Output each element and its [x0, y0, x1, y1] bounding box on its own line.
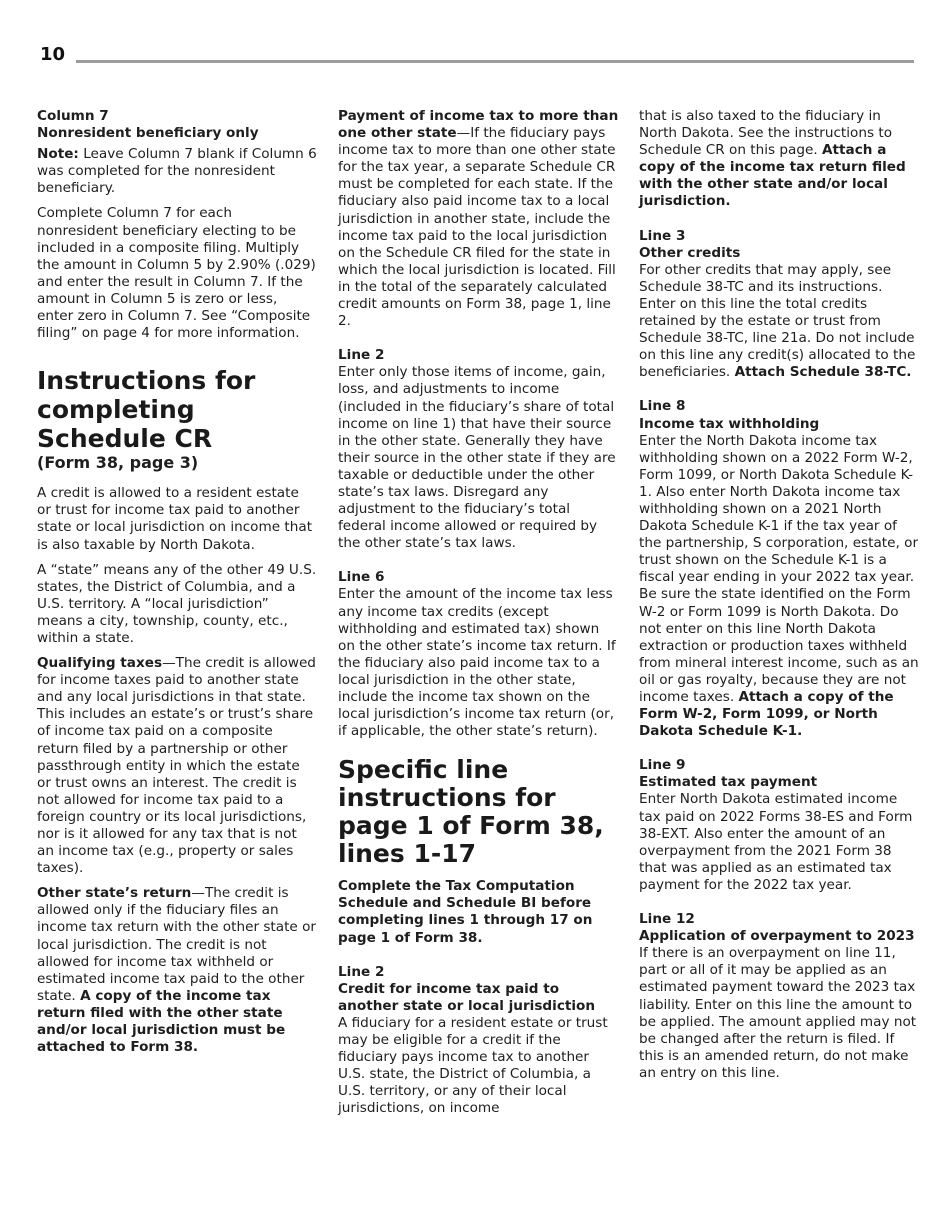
- line3-bold: Attach Schedule 38-TC.: [734, 364, 912, 381]
- continued-bold: Attach a copy of the income tax return filed with the other state and/or local jurisdiction.: [639, 142, 906, 210]
- line8-text: Enter the North Dakota income tax withholding shown on a 2022 Form W-2, Form 1099, or North Dakota Schedule K-1. Also enter North Dakota income tax withholding shown on a 2021 North Dakota Schedule K-1 if the tax year of the partnership, S corporation, estate, or trust shown on the Schedule K-1 is a fiscal year ending in your 2022 tax year. Be sure the state identified on the Form W-2 or Form 1099 is North Dakota. Do not enter on this line North Dakota extraction or production taxes withheld from mineral interest income, such as an oil or gas royalty, because they are not income taxes.: [639, 432, 919, 705]
- line6-title: Line 6: [338, 569, 385, 586]
- other-state-return-text: —The credit is allowed only if the fiduciary files an income tax return with the other state or local jurisdiction. The credit is not allowed for income tax withheld or estimated income tax paid to the other state.: [37, 885, 317, 1004]
- line3-text: For other credits that may apply, see Schedule 38-TC and its instructions. Enter on this line the total credits retained by the estate or trust from Schedule 38-TC, line 21a. Do not include on this line any credit(s) allocated to the beneficiaries.: [639, 261, 916, 381]
- column-right: [639, 108, 921, 1090]
- qualifying-taxes-label: Qualifying taxes: [37, 655, 163, 672]
- line9-subtitle: Estimated tax payment: [639, 774, 818, 791]
- column-middle: [338, 108, 620, 1126]
- line12-title: Line 12: [639, 911, 695, 928]
- qualifying-taxes-text: —The credit is allowed for income taxes paid to another state and any local jurisdictions in that state. This includes an estate’s or trust’s share of income tax paid on a composite return filed by a partnership or other passthrough entity in which the estate or trust owns an interest. The credit is not allowed for income tax paid to a foreign country or its local jurisdictions, nor is it allowed for any tax that is not an income tax (e.g., property or sales taxes).: [37, 655, 316, 877]
- note-text: Leave Column 7 blank if Column 6 was completed for the nonresident beneficiary.: [37, 146, 317, 197]
- continued-text: that is also taxed to the fiduciary in North Dakota. See the instructions to Schedule CR on this page.: [639, 108, 893, 159]
- header-rule: [76, 60, 914, 63]
- other-state-return-bold: A copy of the income tax return filed with the other state and/or local jurisdiction must be attached to Form 38.: [37, 987, 286, 1056]
- credit-paragraph: A credit is allowed to a resident estate or trust for income tax paid to another state or local jurisdiction on income that is also taxable by North Dakota.: [37, 485, 313, 553]
- line12-subtitle: Application of overpayment to 2023: [639, 928, 915, 945]
- line2-credit-subtitle: Credit for income tax paid to another state or local jurisdiction: [338, 980, 596, 1014]
- column7-body: Complete Column 7 for each nonresident beneficiary electing to be included in a composite filing. Multiply the amount in Column 5 by 2.90% (.029) and enter the result in Column 7. If the amount in Column 5 is zero or less, enter zero in Column 7. See “Composite filing” on page 4 for more information.: [37, 205, 316, 342]
- column-left: [37, 108, 317, 1064]
- line3-title: Line 3: [639, 227, 686, 244]
- column7-subtitle: Nonresident beneficiary only: [37, 125, 259, 142]
- line3-subtitle: Other credits: [639, 244, 741, 261]
- line12-text: If there is an overpayment on line 11, part or all of it may be applied as an estimated payment toward the 2023 tax liability. Enter on this line the amount to be applied. The amount applied may not be changed after the return is filed. If this is an amended return, do not make an entry on this line.: [639, 945, 917, 1081]
- payment-paragraph: [338, 108, 620, 330]
- line8-bold: Attach a copy of the Form W-2, Form 1099, or North Dakota Schedule K-1.: [639, 689, 894, 740]
- line3-paragraph: [639, 262, 921, 382]
- payment-label: Payment of income tax to more than one other state: [338, 108, 619, 142]
- state-definition-paragraph: A “state” means any of the other 49 U.S. states, the District of Columbia, and a U.S. territory. A “local jurisdiction” means a city, township, county, etc., within a state.: [37, 561, 317, 646]
- continued-paragraph: [639, 108, 921, 211]
- schedule-cr-subheading: (Form 38, page 3): [37, 453, 199, 473]
- line2-credit-text: A fiduciary for a resident estate or trust may be eligible for a credit if the fiduciary pays income tax to another U.S. state, the District of Columbia, a U.S. territory, or any of their local jurisdictions, on income: [338, 1014, 608, 1117]
- specific-line-heading: Specific line instructions for page 1 of Form 38, lines 1-17: [338, 755, 604, 869]
- note-paragraph: [37, 146, 317, 197]
- page-number: 10: [40, 44, 66, 65]
- schedule-cr-heading: Instructions for completing Schedule CR: [37, 366, 256, 454]
- payment-text: —If the fiduciary pays income tax to more than one other state for the tax year, a separate Schedule CR must be completed for each state. If the fiduciary also paid income tax to a local jurisdiction in another state, include the income tax paid to the local jurisdiction on the Schedule CR filed for the state in which the local jurisdiction is located. Fill in the total of the separately calculated credit amounts on Form 38, page 1, line 2.: [338, 125, 616, 330]
- line2-credit-title: Line 2: [338, 963, 385, 980]
- qualifying-taxes-paragraph: [37, 655, 317, 877]
- note-label: Note:: [37, 146, 79, 163]
- line6-text: Enter the amount of the income tax less any income tax credits (except withholding and estimated tax) shown on the other state’s income tax return. If the fiduciary also paid income tax to a local jurisdiction in the other state, include the income tax shown on the local jurisdiction’s income tax return (or, if applicable, the other state’s return).: [338, 586, 616, 740]
- line8-title: Line 8: [639, 398, 686, 415]
- other-state-return-paragraph: [37, 885, 317, 1056]
- tax-computation-intro: Complete the Tax Computation Schedule and Schedule BI before completing lines 1 through 17 on page 1 of Form 38.: [338, 878, 593, 946]
- line2-title: Line 2: [338, 347, 385, 364]
- line9-title: Line 9: [639, 757, 686, 774]
- line8-paragraph: [639, 433, 921, 741]
- column7-title: Column 7: [37, 108, 109, 124]
- other-state-return-label: Other state’s return: [37, 885, 192, 902]
- line2-text: Enter only those items of income, gain, loss, and adjustments to income (included in the fiduciary’s share of total income on line 1) that have their source in the other state. Generally they have their source in the other state if they are taxable or deductible under the other state’s tax laws. Disregard any adjustment to the fiduciary’s total federal income allowed or required by the other state’s tax laws.: [338, 364, 616, 552]
- line9-text: Enter North Dakota estimated income tax paid on 2022 Forms 38-ES and Form 38-EXT. Also enter the amount of an overpayment from the 2021 Form 38 that was applied as an estimated tax payment for the 2022 tax year.: [639, 791, 913, 893]
- line8-subtitle: Income tax withholding: [639, 415, 820, 432]
